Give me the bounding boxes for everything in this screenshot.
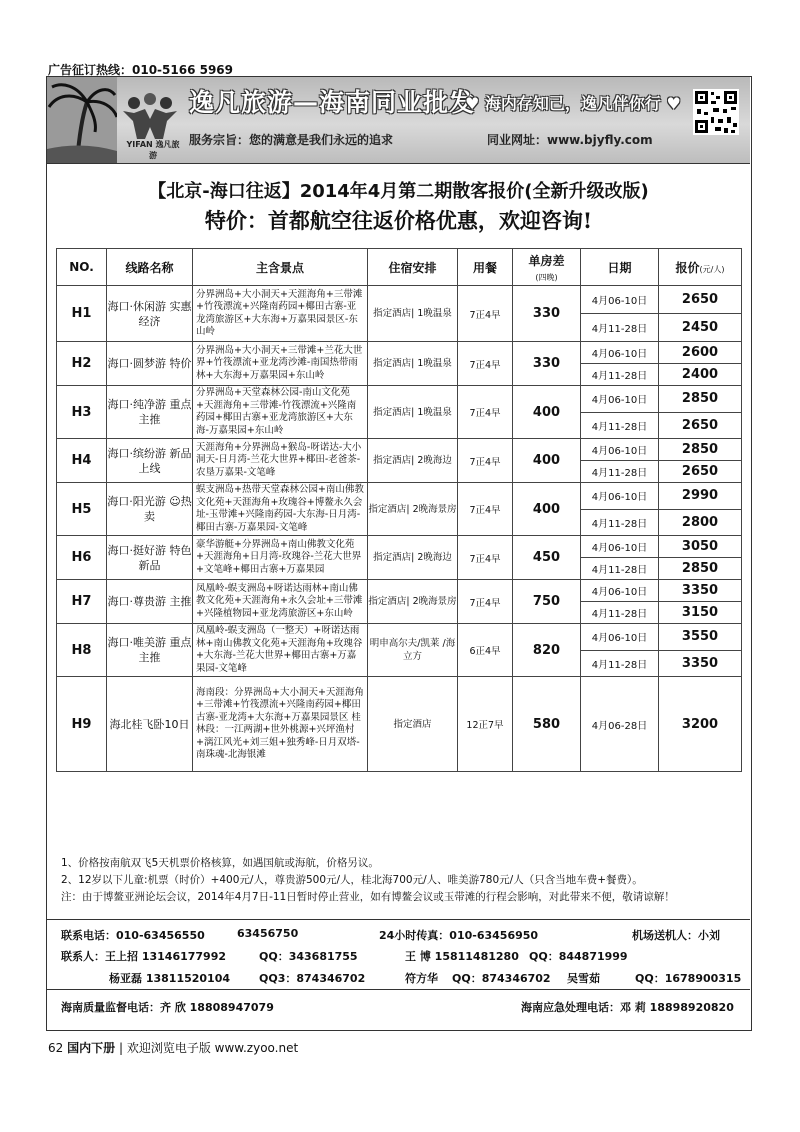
row-meal: 7正4早 [458, 483, 513, 536]
row-meal: 6正4早 [458, 624, 513, 677]
row-price: 3050 [659, 536, 742, 558]
row-scenic: 分界洲岛+大小洞天+三带滩+兰花大世界+竹筏漂流+亚龙湾沙滩-南国热带雨林+大东海+万嘉果园+东山岭 [193, 342, 368, 386]
header-hotel: 住宿安排 [368, 249, 458, 286]
row-hotel: 指定酒店 [368, 677, 458, 772]
ad-hotline: 广告征订热线：010-5166 5969 [48, 63, 234, 77]
quality-supervision-phone: 海南质量监督电话：齐 欣 18808947079 [61, 1001, 274, 1014]
table-row [57, 536, 742, 558]
row-code: H1 [57, 286, 107, 342]
row-price: 3150 [659, 602, 742, 624]
row-date: 4月06-10日 [581, 483, 659, 510]
table-row [57, 677, 742, 772]
airport-contact: 机场送机人：小刘 [632, 929, 720, 942]
row-scenic: 分界洲岛+大小洞天+天涯海角+三带滩+竹筏漂流+兴隆南药园+椰田古寨-亚龙湾旅游区+大东海+万嘉果园景区-东山岭 [193, 286, 368, 342]
table-row [57, 286, 742, 314]
contact-person-2: 王 博 15811481280 [405, 950, 519, 963]
row-code: H9 [57, 677, 107, 772]
row-price: 2650 [659, 286, 742, 314]
website-link[interactable]: 同业网址：www.bjyfly.com [487, 133, 653, 147]
row-route: 海口·挺好游 特色新品 [107, 536, 193, 580]
header-date: 日期 [581, 249, 659, 286]
note-item: 注：由于博鳌亚洲论坛会议，2014年4月7日-11日暂时停止营业，如有博鳌会议或玉带滩的行程会影响，对此带来不便，敬请谅解！ [61, 891, 675, 903]
row-price: 2850 [659, 386, 742, 413]
contact-phone: 联系电话：010-63456550 [61, 929, 205, 942]
row-code: H4 [57, 439, 107, 483]
contact-person-1: 联系人：王上招 13146177992 [61, 950, 227, 963]
row-single-supplement: 400 [513, 439, 581, 483]
row-date: 4月06-10日 [581, 439, 659, 461]
header-meal: 用餐 [458, 249, 513, 286]
row-meal: 7正4早 [458, 286, 513, 342]
row-price: 3200 [659, 677, 742, 772]
row-scenic: 豪华游艇+分界洲岛+南山佛教文化苑+天涯海角+日月湾-玫瑰谷-兰花大世界+文笔峰+椰田古寨+万嘉果园 [193, 536, 368, 580]
row-price: 2850 [659, 439, 742, 461]
page-footer [48, 1039, 298, 1056]
row-code: H7 [57, 580, 107, 624]
row-price: 3350 [659, 580, 742, 602]
row-price: 2650 [659, 461, 742, 483]
table-row [57, 580, 742, 602]
row-code: H8 [57, 624, 107, 677]
table-row [57, 342, 742, 364]
row-price: 2850 [659, 558, 742, 580]
qr-code-icon [693, 89, 739, 135]
footer-text: 欢迎浏览电子版 www.zyoo.net [126, 1041, 299, 1055]
row-route: 海口·缤纷游 新品上线 [107, 439, 193, 483]
footer-separator: | [118, 1041, 123, 1055]
table-header-row [57, 249, 742, 286]
row-date: 4月11-28日 [581, 558, 659, 580]
divider [47, 989, 750, 990]
note-item: 1、价格按南航双飞5天机票价格核算，如遇国航或海航，价格另议。 [61, 857, 379, 869]
row-date: 4月11-28日 [581, 461, 659, 483]
row-route: 海口·纯净游 重点主推 [107, 386, 193, 439]
row-hotel: 指定酒店| 2晚海景房 [368, 580, 458, 624]
contact-qq-1: QQ：343681755 [259, 950, 358, 963]
contact-phone-2: 63456750 [237, 927, 299, 940]
row-route: 海口·圆梦游 特价 [107, 342, 193, 386]
row-route: 海口·阳光游 ☺热卖 [107, 483, 193, 536]
row-date: 4月06-10日 [581, 342, 659, 364]
row-price: 3550 [659, 624, 742, 651]
row-code: H6 [57, 536, 107, 580]
header-scenic: 主含景点 [193, 249, 368, 286]
page-subtitle: 特价：首都航空往返价格优惠，欢迎咨询! [204, 208, 593, 233]
price-table [56, 248, 742, 772]
contact-fax: 24小时传真：010-63456950 [379, 929, 539, 942]
row-single-supplement: 330 [513, 286, 581, 342]
brand-logo-text: YIFAN 逸凡旅游 [126, 140, 180, 160]
note-item: 2、12岁以下儿童:机票（时价）+400元/人，尊贵游500元/人，桂北海700元/人、唯美游780元/人（只含当地车费+餐费）。 [61, 874, 643, 886]
row-route: 海口·休闲游 实惠经济 [107, 286, 193, 342]
row-date: 4月06-10日 [581, 386, 659, 413]
row-single-supplement: 750 [513, 580, 581, 624]
table-row [57, 439, 742, 461]
row-date: 4月11-28日 [581, 314, 659, 342]
row-date: 4月06-10日 [581, 624, 659, 651]
emergency-phone: 海南应急处理电话：邓 莉 18898920820 [521, 1001, 734, 1014]
row-scenic: 蜈支洲岛+热带天堂森林公园+南山佛教文化苑+天涯海角+玫瑰谷+博鳌永久会址-玉带滩+兴隆南药园-大东海-日月湾-椰田古寨-万嘉果园-文笔峰 [193, 483, 368, 536]
header-price-cell [659, 249, 742, 286]
contact-qq-5: QQ：1678900315 [635, 972, 742, 985]
header-price: 报价 [675, 260, 700, 275]
row-meal: 7正4早 [458, 580, 513, 624]
row-single-supplement: 400 [513, 386, 581, 439]
row-meal: 7正4早 [458, 342, 513, 386]
row-code: H2 [57, 342, 107, 386]
row-single-supplement: 450 [513, 536, 581, 580]
table-row [57, 483, 742, 510]
row-hotel: 指定酒店| 2晚海边 [368, 536, 458, 580]
page-frame [46, 76, 752, 1031]
row-meal: 12正7早 [458, 677, 513, 772]
contact-person-5: 吴雪茹 [567, 972, 600, 985]
service-purpose: 服务宗旨：您的满意是我们永远的追求 [189, 133, 394, 147]
row-single-supplement: 330 [513, 342, 581, 386]
row-hotel: 明申高尔夫/凯莱 /海立方 [368, 624, 458, 677]
row-date: 4月11-28日 [581, 412, 659, 439]
row-date: 4月06-10日 [581, 536, 659, 558]
row-code: H5 [57, 483, 107, 536]
header-diff: 单房差 [528, 253, 565, 268]
row-price: 3350 [659, 650, 742, 677]
header-route: 线路名称 [107, 249, 193, 286]
page-number: 62 [48, 1041, 64, 1055]
row-scenic: 分界洲岛+天堂森林公园-南山文化苑+天涯海角+三带滩-竹筏漂流+兴隆南药园+椰田古寨+亚龙湾旅游区+大东海-万嘉果园+东山岭 [193, 386, 368, 439]
row-hotel: 指定酒店| 1晚温泉 [368, 342, 458, 386]
header-no: NO. [57, 249, 107, 286]
contact-qq-3: QQ3：874346702 [259, 972, 366, 985]
row-price: 2650 [659, 412, 742, 439]
row-meal: 7正4早 [458, 536, 513, 580]
contact-qq-4: QQ：874346702 [452, 972, 551, 985]
row-single-supplement: 580 [513, 677, 581, 772]
row-code: H3 [57, 386, 107, 439]
row-price: 2600 [659, 342, 742, 364]
header-diff-note: (四晚) [535, 272, 558, 282]
contact-person-3: 杨亚磊 13811520104 [109, 972, 231, 985]
row-hotel: 指定酒店| 2晚海景房 [368, 483, 458, 536]
row-single-supplement: 400 [513, 483, 581, 536]
row-route: 海口·唯美游 重点主推 [107, 624, 193, 677]
row-date: 4月11-28日 [581, 364, 659, 386]
table-row [57, 386, 742, 413]
row-route: 海北桂飞卧10日 [107, 677, 193, 772]
row-scenic: 凤凰岭-蜈支洲岛（一整天）+呀诺达雨林+南山佛教文化苑+天涯海角+玫瑰谷+大东海-兰花大世界+椰田古寨+万嘉果园-文笔峰 [193, 624, 368, 677]
row-scenic: 海南段：分界洲岛+大小洞天+天涯海角+三带滩+竹筏漂流+兴隆南药园+椰田古寨-亚龙湾+大东海+万嘉果园景区 桂林段：一江两湖+世外桃源+兴坪渔村+漓江风光+刘三姐+独秀峰-日月双塔-南珠魂-北海银滩 [193, 677, 368, 772]
section-name: 国内下册 [67, 1041, 116, 1055]
page-title: 【北京-海口往返】2014年4月第二期散客报价(全新升级改版) [148, 181, 649, 202]
row-scenic: 凤凰岭-蜈支洲岛+呀诺达雨林+南山佛教文化苑+天涯海角+永久会址+三带滩+兴隆植物园+亚龙湾旅游区+东山岭 [193, 580, 368, 624]
row-date: 4月06-10日 [581, 286, 659, 314]
row-route: 海口·尊贵游 主推 [107, 580, 193, 624]
row-scenic: 天涯海角+分界洲岛+猴岛-呀诺达-大小洞天-日月湾-兰花大世界+椰田-老爸茶-农垦万嘉果-文笔峰 [193, 439, 368, 483]
table-row [57, 624, 742, 651]
header-price-unit: (元/人) [699, 264, 725, 274]
row-date: 4月06-28日 [581, 677, 659, 772]
row-meal: 7正4早 [458, 386, 513, 439]
row-date: 4月06-10日 [581, 580, 659, 602]
contact-person-4: 符方华 [405, 972, 438, 985]
row-price: 2450 [659, 314, 742, 342]
row-date: 4月11-28日 [581, 650, 659, 677]
palm-tree-icon [47, 77, 117, 163]
row-hotel: 指定酒店| 1晚温泉 [368, 386, 458, 439]
row-price: 2990 [659, 483, 742, 510]
row-meal: 7正4早 [458, 439, 513, 483]
banner-title: 逸凡旅游—海南同业批发 [189, 88, 476, 117]
contact-qq-2: QQ：844871999 [529, 950, 628, 963]
notes [61, 855, 741, 906]
banner-slogan: ♥ 海内存知己，逸凡伴你行 ♥ [465, 94, 681, 113]
row-date: 4月11-28日 [581, 602, 659, 624]
banner [47, 77, 750, 164]
row-single-supplement: 820 [513, 624, 581, 677]
header-single-supplement [513, 249, 581, 286]
row-hotel: 指定酒店| 2晚海边 [368, 439, 458, 483]
row-date: 4月11-28日 [581, 509, 659, 536]
divider [47, 919, 750, 920]
brand-logo-icon [119, 91, 181, 143]
row-price: 2800 [659, 509, 742, 536]
row-price: 2400 [659, 364, 742, 386]
row-hotel: 指定酒店| 1晚温泉 [368, 286, 458, 342]
